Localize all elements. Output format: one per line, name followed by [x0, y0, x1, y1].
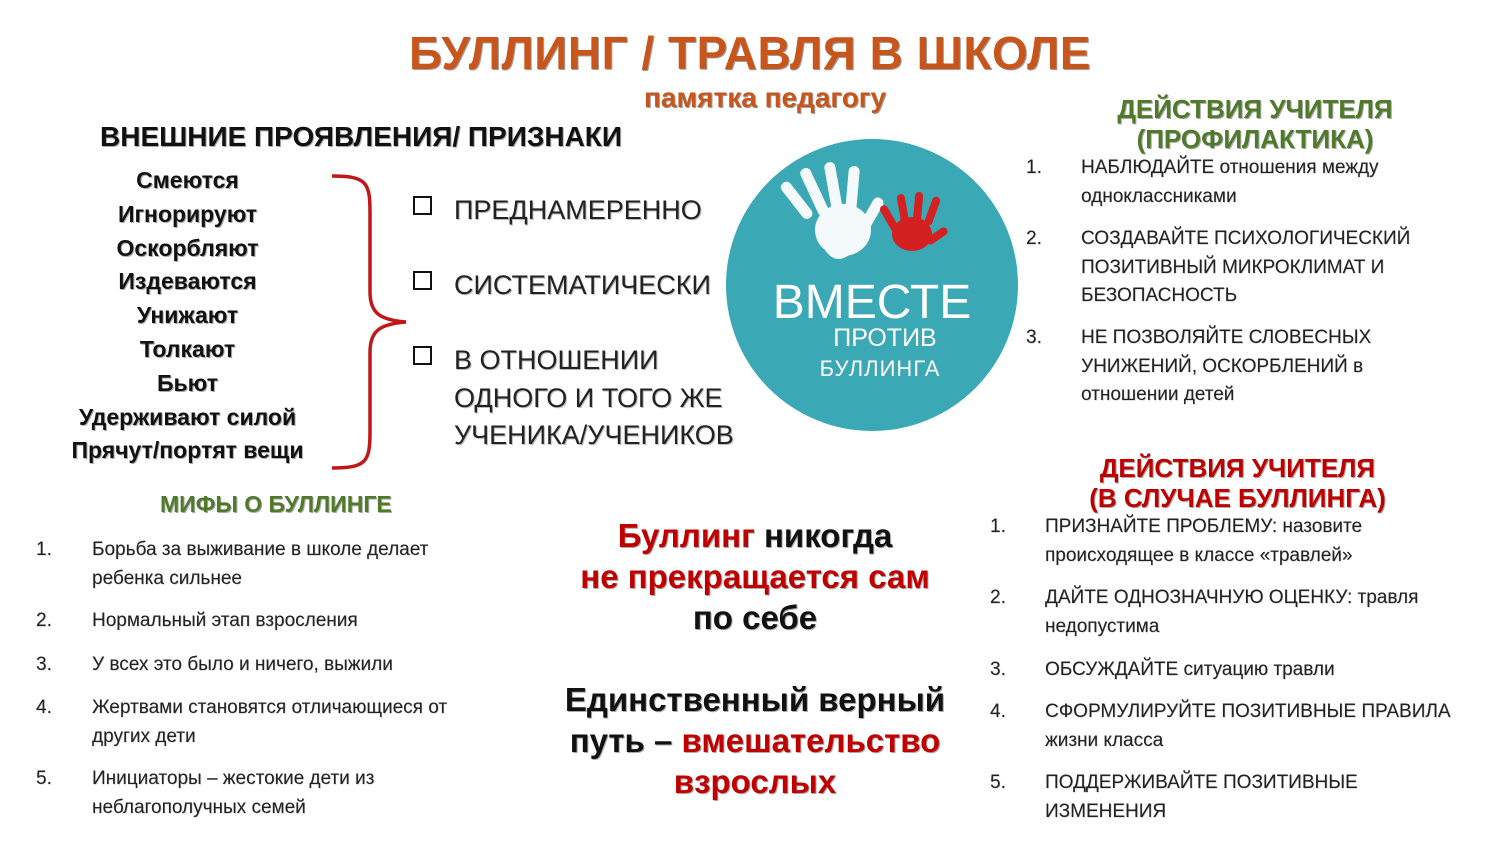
sign-item: Толкают [139, 335, 236, 362]
list-item: НЕ ПОЗВОЛЯЙТЕ СЛОВЕСНЫХ УНИЖЕНИЙ, ОСКОРБЛЕНИЙ в отношении детей [1081, 327, 1372, 405]
list-item: У всех это было и ничего, выжили [92, 654, 393, 675]
sign-item: Удерживают силой [78, 403, 297, 430]
list-item: ПРИЗНАЙТЕ ПРОБЛЕМУ: назовите происходящее в классе «травлей» [1045, 516, 1363, 566]
criteria-item: В ОТНОШЕНИИ ОДНОГО И ТОГО ЖЕ УЧЕНИКА/УЧЕНИКОВ [413, 342, 734, 455]
list-item: ОБСУЖДАЙТЕ ситуацию травли [1045, 659, 1335, 680]
actions-heading: ДЕЙСТВИЯ УЧИТЕЛЯ (В СЛУЧАЕ БУЛЛИНГА) [1089, 453, 1386, 513]
actions-list: 1. ПРИЗНАЙТЕ ПРОБЛЕМУ: назовите происходящее в классе «травлей» 2. ДАЙТЕ ОДНОЗНАЧНУЮ ОЦЕНКУ: травля недопустима 3. ОБСУЖДАЙТЕ ситуацию травли 4. СФОРМУЛИРУЙТЕ ПОЗИТИВНЫЕ ПРАВИЛА жизни класса 5. ПОДДЕРЖИВАЙТЕ ПОЗИТИВНЫЕ ИЗМЕНЕНИЯ [990, 513, 1490, 833]
criteria-item: СИСТЕМАТИЧЕСКИ [413, 267, 711, 305]
list-item: СФОРМУЛИРУЙТЕ ПОЗИТИВНЫЕ ПРАВИЛА жизни класса [1045, 701, 1451, 751]
sign-item: Бьют [156, 369, 218, 396]
list-item: Инициаторы – жестокие дети из неблагополучных семей [92, 768, 375, 818]
signs-heading: ВНЕШНИЕ ПРОЯВЛЕНИЯ/ ПРИЗНАКИ [100, 121, 623, 152]
list-item: СОЗДАВАЙТЕ ПСИХОЛОГИЧЕСКИЙ ПОЗИТИВНЫЙ МИКРОКЛИМАТ И БЕЗОПАСНОСТЬ [1081, 228, 1411, 306]
sign-item: Унижают [136, 302, 239, 329]
anti-bullying-logo [725, 138, 1020, 433]
prevention-heading: ДЕЙСТВИЯ УЧИТЕЛЯ (ПРОФИЛАКТИКА) [1117, 94, 1393, 154]
list-item: Жертвами становятся отличающиеся от других дети [92, 697, 448, 747]
message-never-stops: Буллинг никогда не прекращается сам по себе [580, 517, 930, 636]
prevention-list: 1. НАБЛЮДАЙТЕ отношения между одноклассниками 2. СОЗДАВАЙТЕ ПСИХОЛОГИЧЕСКИЙ ПОЗИТИВНЫЙ МИКРОКЛИМАТ И БЕЗОПАСНОСТЬ 3. НЕ ПОЗВОЛЯЙТЕ СЛОВЕСНЫХ УНИЖЕНИЙ, ОСКОРБЛЕНИЙ в отношении детей [1026, 154, 1486, 414]
sign-item: Смеются [136, 167, 239, 193]
message-intervention: Единственный верный путь – вмешательство взрослых [564, 681, 946, 800]
list-item: ПОДДЕРЖИВАЙТЕ ПОЗИТИВНЫЕ ИЗМЕНЕНИЯ [1045, 772, 1358, 822]
page-title: БУЛЛИНГ / ТРАВЛЯ В ШКОЛЕ [408, 27, 1092, 79]
sign-item: Прячут/портят вещи [71, 437, 304, 464]
page-subtitle: памятка педагогу [643, 82, 887, 113]
checkbox-icon [413, 346, 432, 365]
criteria-item: ПРЕДНАМЕРЕННО [413, 192, 702, 230]
list-item: НАБЛЮДАЙТЕ отношения между одноклассниками [1081, 157, 1379, 207]
sign-item: Издеваются [118, 268, 257, 295]
list-item: Борьба за выживание в школе делает ребенка сильнее [92, 539, 429, 589]
checkbox-icon [413, 196, 432, 215]
curly-brace-icon [326, 172, 416, 472]
checkbox-icon [413, 271, 432, 290]
logo-line1: ВМЕСТЕ [772, 276, 972, 329]
logo-line3: БУЛЛИНГА [819, 356, 941, 381]
list-item: Нормальный этап взросления [92, 610, 358, 631]
list-item: ДАЙТЕ ОДНОЗНАЧНУЮ ОЦЕНКУ: травля недопустима [1045, 587, 1419, 637]
signs-list [40, 164, 335, 468]
sign-item: Оскорбляют [116, 234, 259, 261]
myths-list: 1. Борьба за выживание в школе делает ребенка сильнее 2. Нормальный этап взросления 3. У всех это было и ничего, выжили 4. Жертвами становятся отличающиеся от других дети 5. Инициаторы – жестокие дети из неблагополучных семей [36, 536, 506, 826]
logo-line2: ПРОТИВ [833, 324, 937, 352]
sign-item: Игнорируют [117, 200, 258, 227]
myths-heading: МИФЫ О БУЛЛИНГЕ [160, 491, 392, 517]
